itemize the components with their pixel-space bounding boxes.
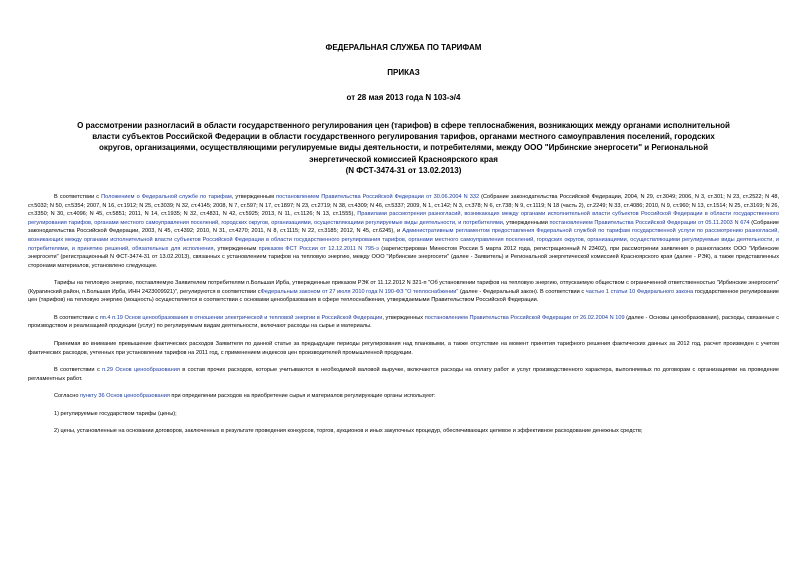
title-line: власти субъектов Российской Федерации в области государственного регулирования тарифов, органами местного самоуправления поселений, городских bbox=[92, 132, 715, 142]
link-pricing-basics-p19[interactable]: пп.4 п.19 Основ ценообразования в отношении электрической и тепловой энергии в Российской Федерации bbox=[99, 314, 383, 321]
link-government-decree-674[interactable]: постановлением Правительства Российской Федерации от 05.11.2003 N 674 bbox=[549, 219, 750, 226]
link-pricing-basics-p29[interactable]: п.29 Основ ценообразования bbox=[102, 367, 180, 374]
link-disagreement-rules[interactable]: Правилами рассмотрения разногласий, возникающих между органами исполнительной власти субъектов Российской Федерации в области государственного регулирования тарифов, органами местного самоуправления поселений, городских округов, организациями, осуществляющими регулируемые виды деятельности, и потребителями bbox=[28, 211, 779, 226]
paragraph: Согласно пункту 36 Основ ценообразования при определении расходов на приобретение сырья и материалов регулирующие органы используют: bbox=[54, 393, 436, 400]
link-government-decree-109[interactable]: постановлением Правительства Российской Федерации от 26.02.2004 N 109 bbox=[424, 314, 625, 321]
link-ft-regulation[interactable]: Положением о Федеральной службе по тарифам bbox=[101, 194, 232, 200]
link-fst-order-795[interactable]: приказом ФСТ России от 12.12.2011 N 795-э bbox=[258, 245, 379, 252]
link-federal-law-190[interactable]: Федеральным законом от 27 июля 2010 года N 190-ФЗ "О теплоснабжении" bbox=[260, 288, 459, 295]
organization-name: ФЕДЕРАЛЬНАЯ СЛУЖБА ПО ТАРИФАМ bbox=[325, 43, 482, 52]
document-title bbox=[22, 120, 785, 176]
title-line: О рассмотрении разногласий в области государственного регулирования цен (тарифов) в сфере теплоснабжения, возникающих между органами исполнительной bbox=[77, 121, 730, 130]
paragraph: В соответствии с п.29 Основ ценообразования в состав прочих расходов, которые учитываются в необходимой валовой выручке, включаются расходы на оплату работ и услуг производственного характера, выполняемых по договорам с организациями на проведение регламентных работ. bbox=[28, 367, 780, 382]
paragraph: Тарифы на тепловую энергию, поставляемую Заявителем потребителям п.Большая Ирба, утвержденные приказом РЭК от 11.12.2012 N 321-п "Об установлении тарифов на тепловую энергию, отпускаемую обществом с ограниченной ответственностью "Ирбинские энергосети" (Курагинский район, п.Большая Ирба, ИНН 2423009921)", регулируются в соответствии сФедеральным законом от 27 июля 2010 года N 190-ФЗ "О теплоснабжении" (далее - Федеральный закон). В соответствии с частью 1 статьи 10 Федерального закона государственное регулирование цен (тарифов) на тепловую энергию (мощность) осуществляется в соответствии с основами ценообразования в сфере теплоснабжения, утверждаемыми Правительством Российской Федерации. bbox=[28, 279, 779, 304]
document-body bbox=[28, 193, 779, 445]
title-line: округов, организациями, осуществляющими регулируемые виды деятельности, и потребителями, между ООО "Ирбинские энергосети" и Региональной bbox=[99, 143, 708, 153]
paragraph: Принимая во внимание превышение фактических расходов Заявителя по данной статье за предыдущие периоды регулирования над плановыми, а также отсутствие на момент принятия тарифного решения фактических данных за 2012 год, расчет произведен с учетом фактических расходов, учтенных при установлении тарифов на 2011 год, с применением индексов цен производителей промышленной продукции. bbox=[28, 340, 779, 356]
document-date: от 28 мая 2013 года N 103-э/4 bbox=[346, 93, 461, 102]
link-administrative-regulation[interactable]: Административным регламентом предоставления Федеральной службой по тарифам государственной услуги по рассмотрению разногласий, возникающих между органами исполнительной власти субъектов Российской Федерации в области государственного регулирования тарифов, органами местного самоуправления поселений, городских округов, организациями, осуществляющими регулируемые виды деятельности, и потребителями, и принятию решений, обязательных для исполнения bbox=[28, 228, 779, 252]
title-reference: (N ФСТ-3474-31 от 13.02.2013) bbox=[345, 165, 462, 175]
document-type: ПРИКАЗ bbox=[387, 68, 420, 77]
paragraph: 2) цены, установленные на основании договоров, заключенных в результате проведения конкурсов, торгов, аукционов и иных закупочных процедур, обеспечивающих целевое и эффективное расходование денежных средств; bbox=[54, 428, 643, 435]
title-line: энергетической комиссией Красноярского края bbox=[309, 154, 498, 164]
paragraph: В соответствии с пп.4 п.19 Основ ценообразования в отношении электрической и тепловой энергии в Российской Федерации, утвержденных постановлением Правительства Российской Федерации от 26.02.2004 N 109 (далее - Основы ценообразования), расходы, связанные с производством и реализацией продукции (услуг) по регулируемым видам деятельности, включают расходы на сырье и материалы. bbox=[28, 314, 780, 330]
paragraph: 1) регулируемые государством тарифы (цены); bbox=[54, 410, 177, 417]
paragraph: В соответствии с Положением о Федеральной службе по тарифам, утвержденным постановлением Правительства Российской Федерации от 30.06.2004 N 332 (Собрание законодательства Российской Федерации, 2004, N 29, ст.3049; 2006, N 3, ст.301; N 23, ст.2522; N 48, ст.5032; N 50, ст.5354; 2007, N 16, ст.1912; N 25, ст.3039; N 32, ст.4145; 2008, N 7, ст.597; N 17, ст.1897; N 23, ст.2719; N 38, ст.4309; N 46, ст.5337; 2009, N 1, ст.142; N 3, ст.378; N 6, ст.738; N 9, ст.1119; N 18 (часть 2), ст.2249; N 33, ст.4086; 2010, N 9, ст.960; N 13, ст.1514; N 25, ст.3169; N 26, ст.3350; N 30, ст.4096; N 45, ст.5851; 2011, N 14, ст.1935; N 32, ст.4831, N 42, ст.5925; 2013, N 11, ст.1126; N 13, ст.1555), Правилами рассмотрения разногласий, возникающих между органами исполнительной власти субъектов Российской Федерации в области государственного регулирования тарифов, органами местного самоуправления поселений, городских округов, организациями, осуществляющими регулируемые виды деятельности, и потребителями, утвержденными постановлением Правительства Российской Федерации от 05.11.2003 N 674 (Собрание законодательства Российской Федерации, 2003, N 45, ст.4392; 2010, N 31, ст.4270; 2011, N 8, ст.1115; N 22, ст.3185; 2012, N 45, ст.6245), и Административным регламентом предоставления Федеральной службой по тарифам государственной услуги по рассмотрению разногласий, возникающих между органами исполнительной власти субъектов Российской Федерации в области государственного регулирования тарифов, органами местного самоуправления поселений, городских округов, организациями, осуществляющими регулируемые виды деятельности, и потребителями, и принятию решений, обязательных для исполнения, утвержденным приказом ФСТ России от 12.12.2011 N 795-э (зарегистрирован Минюстом России 5 марта 2012 года, регистрационный N 23402), при рассмотрении заявления о разногласиях ООО "Ирбинские энергосети" (регистрационный N ФСТ-3474-31 от 13.02.2013), связанных с установлением тарифов на тепловую энергию, между ООО "Ирбинские энергосети" (далее - Заявитель) и Региональной энергетической комиссией Красноярского края (далее - РЭК), а также представленных сторонами материалов, установлено следующее. bbox=[28, 194, 780, 269]
link-pricing-basics-p36[interactable]: пункту 36 Основ ценообразования bbox=[80, 393, 170, 400]
link-government-decree-332[interactable]: постановлением Правительства Российской Федерации от 30.06.2004 N 332 bbox=[276, 194, 480, 200]
link-law-article-10[interactable]: частью 1 статьи 10 Федерального закона bbox=[585, 288, 694, 295]
